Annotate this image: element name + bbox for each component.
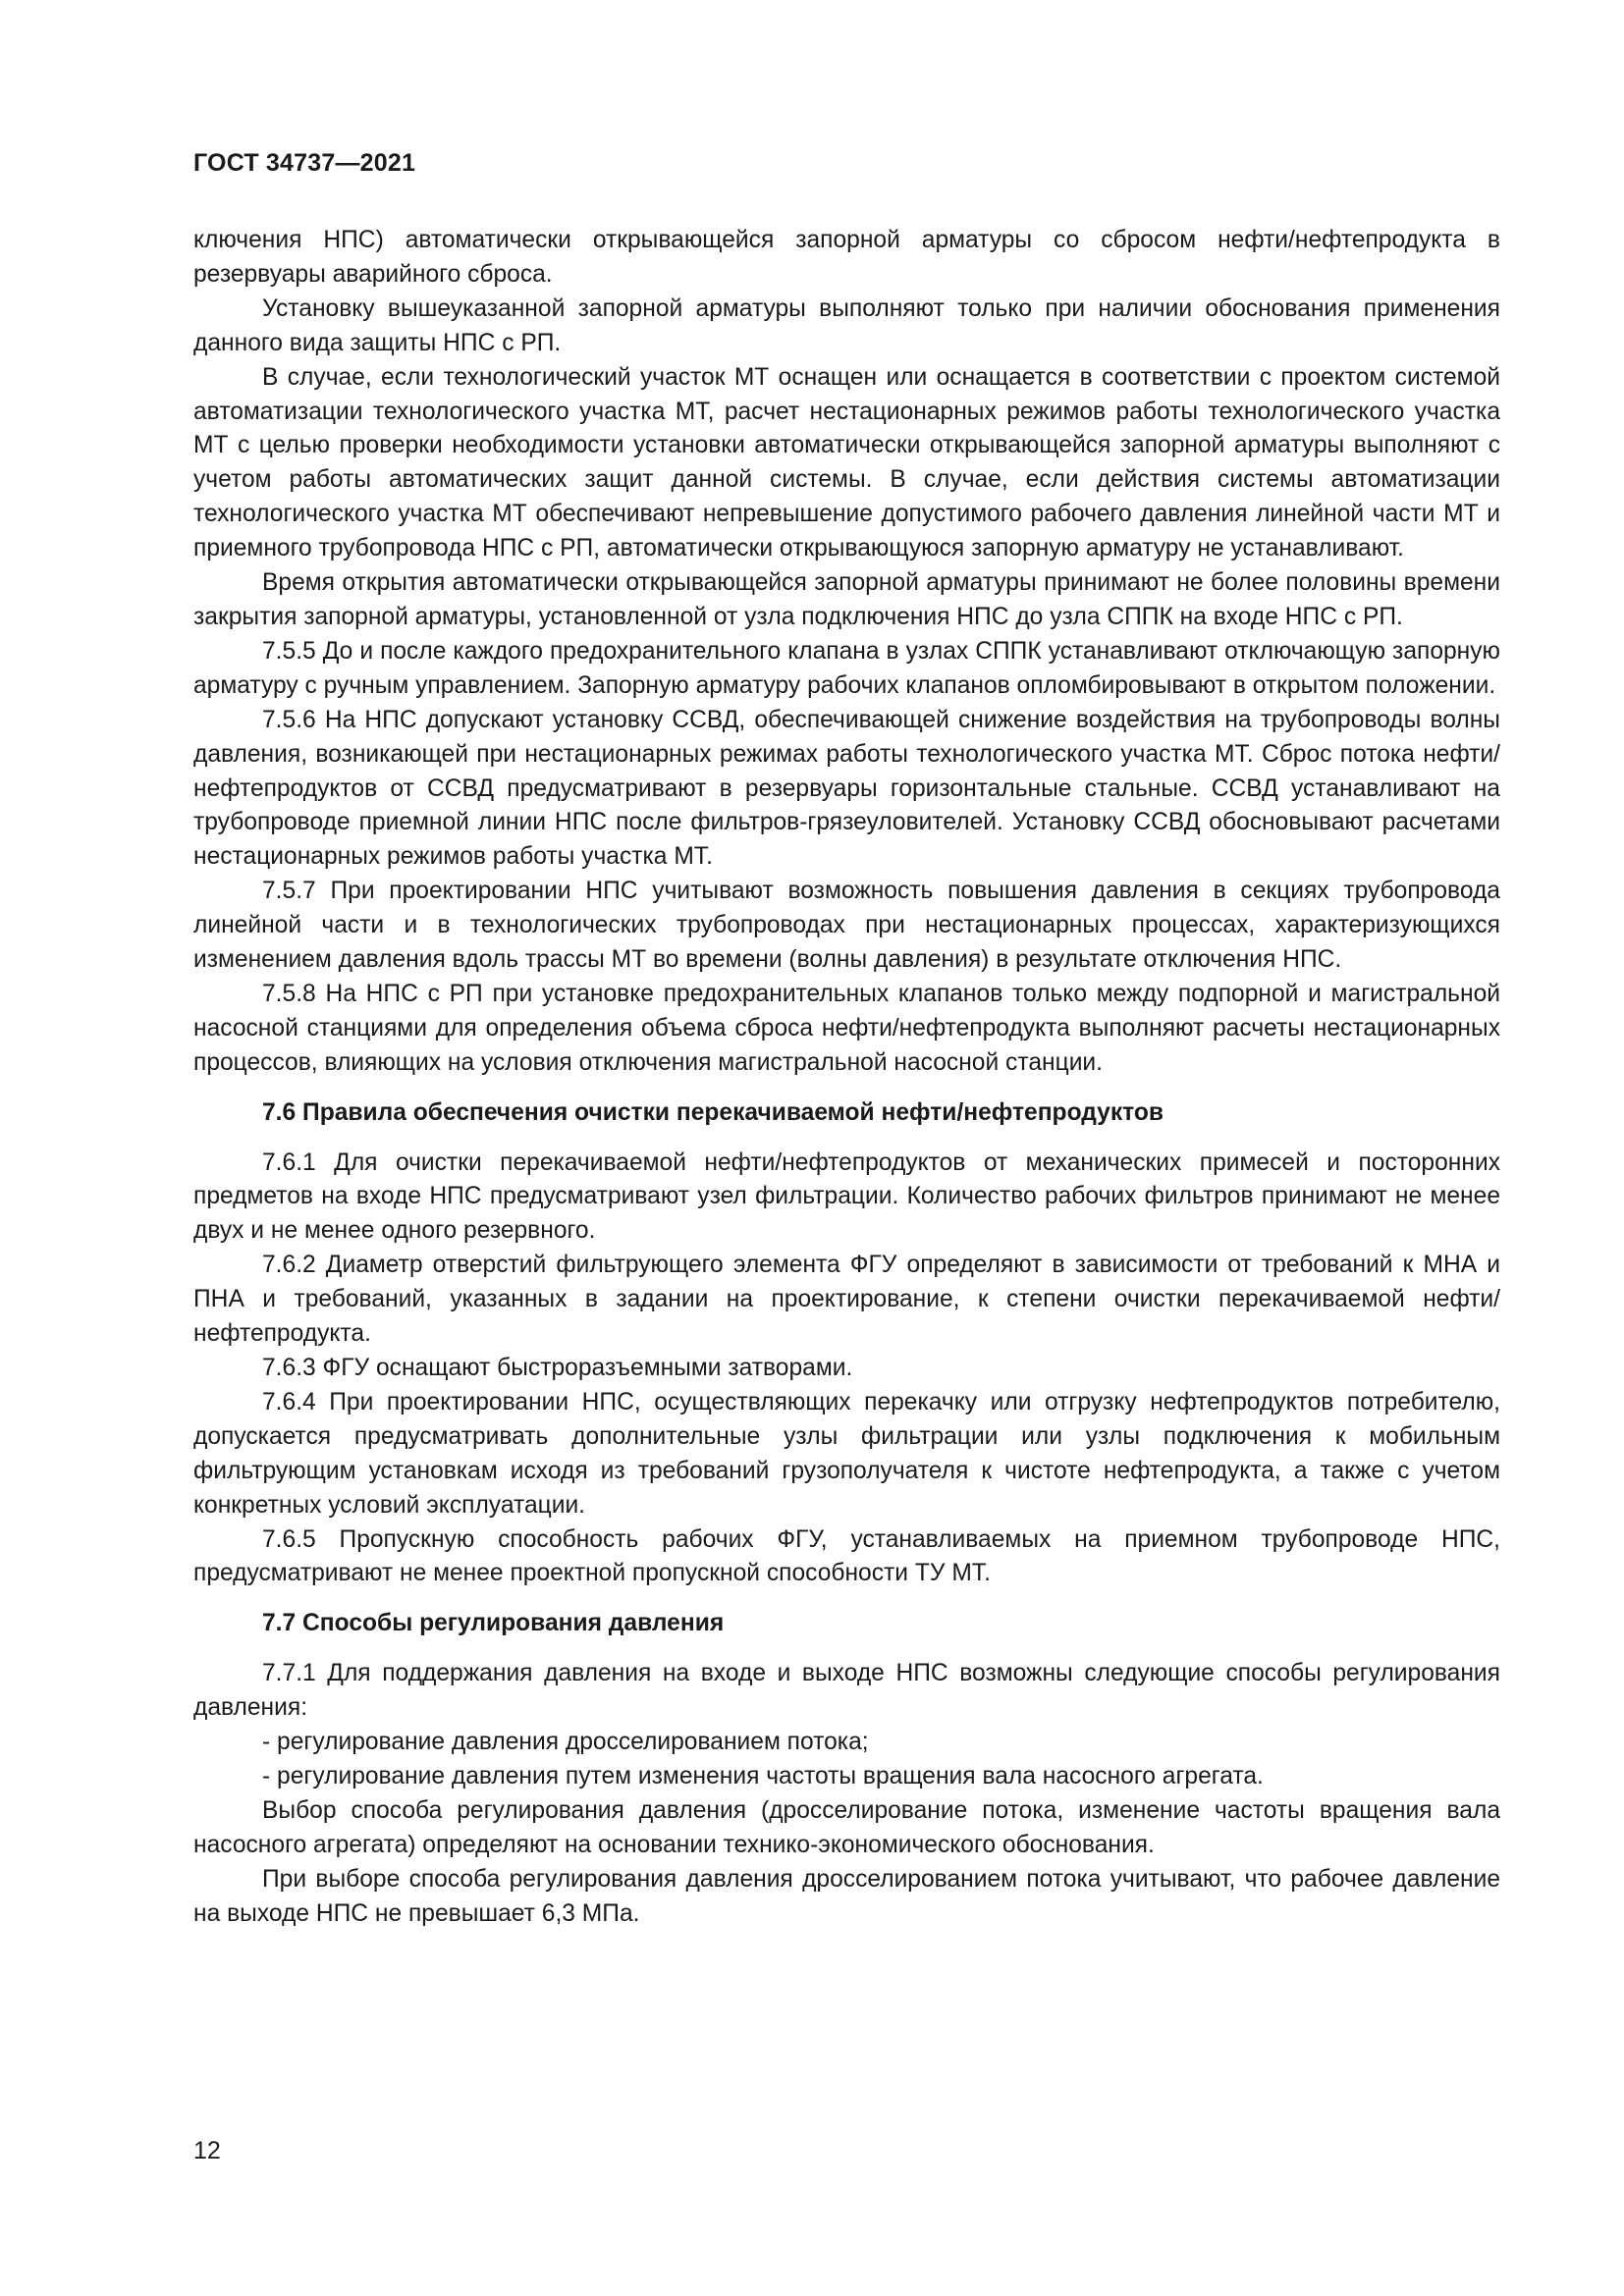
paragraph-continuation: ключения НПС) автоматически открывающейся запорной арматуры со сбросом нефти/нефтепродукта в резервуары аварийного сброса. xyxy=(193,227,1500,288)
clause-7-5-8: 7.5.8 На НПС с РП при установке предохранительных клапанов только между подпорной и магистральной насосной станциями для определения объема сброса нефти/нефтепродукта выполняют расчеты нестационарных процессов, влияющих на условия отключения магистральной насосной станции. xyxy=(193,980,1500,1076)
list-item-speed-control: - регулирование давления путем изменения частоты вращения вала насосного агрегата. xyxy=(262,1762,1264,1789)
paragraph-method-choice: Выбор способа регулирования давления (дросселирование потока, изменение частоты вращения вала насосного агрегата) определяют на основании технико-экономического обоснования. xyxy=(193,1796,1500,1858)
list-item-throttling: - регулирование давления дросселированием потока; xyxy=(262,1729,869,1756)
paragraph-pressure-limit: При выборе способа регулирования давления дросселированием потока учитывают, что рабочее давление на выходе НПС не превышает 6,3 МПа. xyxy=(193,1865,1500,1927)
clause-7-6-1: 7.6.1 Для очистки перекачиваемой нефти/нефтепродуктов от механических примесей и посторонних предметов на входе НПС предусматривают узел фильтрации. Количество рабочих фильтров принимают не менее двух и не менее одного резервного. xyxy=(193,1148,1500,1245)
paragraph-valve-installation: Установку вышеуказанной запорной арматуры выполняют только при наличии обоснования применения данного вида защиты НПС с РП. xyxy=(193,294,1500,356)
clause-7-6-5: 7.6.5 Пропускную способность рабочих ФГУ, устанавливаемых на приемном трубопроводе НПС, предусматривают не менее проектной пропускной способности ТУ МТ. xyxy=(193,1525,1500,1587)
document-code-header: ГОСТ 34737—2021 xyxy=(193,149,416,177)
section-heading-7-7: 7.7 Способы регулирования давления xyxy=(262,1610,725,1637)
page-number: 12 xyxy=(193,2137,221,2164)
paragraph-automation-case: В случае, если технологический участок МТ оснащен или оснащается в соответствии с проектом системой автоматизации технологического участка МТ, расчет нестационарных режимов работы технологического участка МТ с целью проверки необходимости установки автоматически открывающейся запорной арматуры выполняют с учетом работы автоматических защит данной системы. В случае, если действия системы автоматизации технологического участка МТ обеспечивают непревышение допустимого рабочего давления линейной части МТ и приемного трубопровода НПС с РП, автоматически открывающуюся запорную арматуру не устанавливают. xyxy=(193,363,1500,562)
paragraph-opening-time: Время открытия автоматически открывающейся запорной арматуры принимают не более половины времени закрытия запорной арматуры, установленной от узла подключения НПС до узла СППК на входе НПС с РП. xyxy=(193,569,1500,630)
clause-7-5-7: 7.5.7 При проектировании НПС учитывают возможность повышения давления в секциях трубопровода линейной части и в технологических трубопроводах при нестационарных процессах, характеризующихся изменением давления вдоль трассы МТ во времени (волны давления) в результате отключения НПС. xyxy=(193,878,1500,974)
clause-7-5-6: 7.5.6 На НПС допускают установку ССВД, обеспечивающей снижение воздействия на трубопроводы волны давления, возникающей при нестационарных режимах работы технологического участка МТ. Сброс потока нефти/нефтепродуктов от ССВД предусматривают в резервуары горизонтальные стальные. ССВД устанавливают на трубопроводе приемной линии НПС после фильтров-грязеуловителей. Установку ССВД обосновывают расчетами нестационарных режимов работы участка МТ. xyxy=(193,706,1500,871)
clause-7-5-5: 7.5.5 До и после каждого предохранительного клапана в узлах СППК устанавливают отключающую запорную арматуру с ручным управлением. Запорную арматуру рабочих клапанов опломбировывают в открытом положении. xyxy=(193,637,1500,699)
clause-7-6-4: 7.6.4 При проектировании НПС, осуществляющих перекачку или отгрузку нефтепродуктов потребителю, допускается предусматривать дополнительные узлы фильтрации или узлы подключения к мобильным фильтрующим установкам исходя из требований грузополучателя к чистоте нефтепродукта, а также с учетом конкретных условий эксплуатации. xyxy=(193,1388,1500,1519)
clause-7-7-1: 7.7.1 Для поддержания давления на входе и выходе НПС возможны следующие способы регулирования давления: xyxy=(193,1660,1500,1722)
clause-7-6-3: 7.6.3 ФГУ оснащают быстроразъемными затворами. xyxy=(262,1355,853,1381)
section-heading-7-6: 7.6 Правила обеспечения очистки перекачиваемой нефти/нефтепродуктов xyxy=(262,1098,1164,1126)
clause-7-6-2: 7.6.2 Диаметр отверстий фильтрующего элемента ФГУ определяют в зависимости от требований к МНА и ПНА и требований, указанных в задании на проектирование, к степени очистки перекачиваемой нефти/нефтепродукта. xyxy=(193,1252,1500,1348)
document-body xyxy=(193,224,1500,1932)
